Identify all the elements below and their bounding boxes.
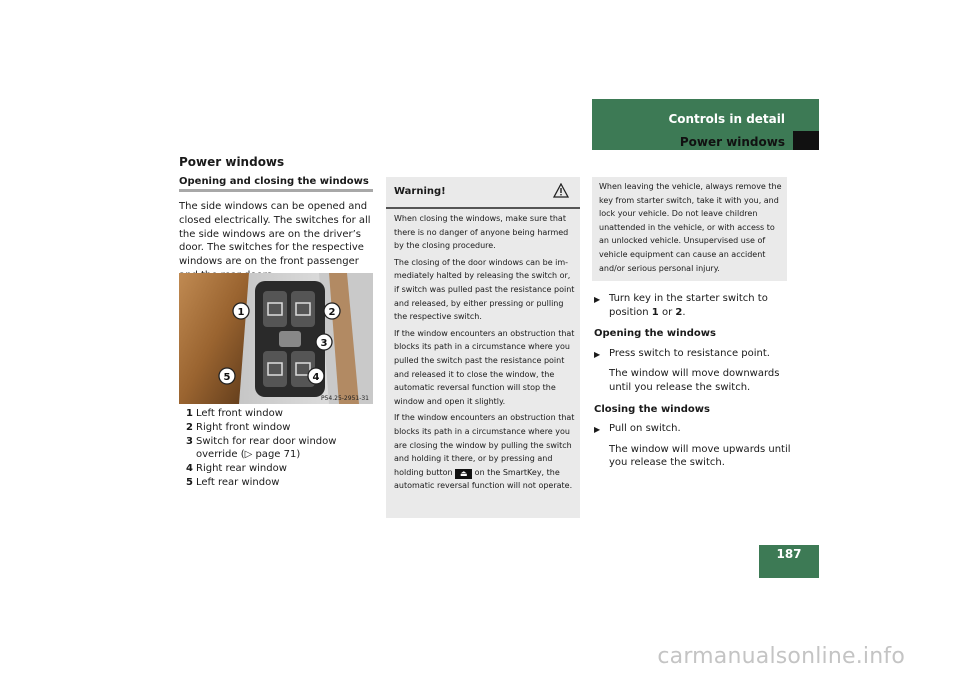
legend-item: 2 Right front window bbox=[186, 421, 291, 433]
legend-item: 1 Left front window bbox=[186, 408, 283, 419]
page-heading: Power windows bbox=[179, 155, 285, 169]
legend-item: 3 Switch for rear door window override (▷ page 71) bbox=[186, 435, 337, 461]
closing-heading: Closing the windows bbox=[594, 403, 710, 415]
instruction-step: ▶ Pull on switch. bbox=[594, 422, 794, 437]
warning-text bbox=[394, 212, 576, 496]
instruction-step: ▶ Press switch to resistance point. bbox=[594, 347, 794, 362]
subheading-rule bbox=[179, 189, 373, 192]
subheading: Opening and closing the windows bbox=[179, 176, 369, 187]
watermark: carmanualsonline.info bbox=[657, 644, 905, 669]
instruction-step: ▶ Turn key in the starter switch to position 1 or 2. bbox=[594, 293, 768, 318]
bullet-arrow-icon: ▶ bbox=[594, 349, 601, 359]
intro-paragraph: The side windows can be opened and closed electrically. The switches for all the side windows are on the driver’s door. The switches for the respective windows are on the front passenger bbox=[179, 201, 371, 268]
header-black-tab bbox=[793, 131, 819, 150]
bullet-arrow-icon: ▶ bbox=[594, 295, 601, 304]
page-number: 187 bbox=[776, 547, 802, 561]
section-title: Controls in detail bbox=[668, 112, 785, 126]
warning-triangle-icon bbox=[553, 183, 569, 202]
photo-code: P54.25-2951-31 bbox=[320, 395, 369, 402]
legend-item: 4 Right rear window bbox=[186, 463, 287, 475]
warning-rule bbox=[386, 207, 580, 209]
callout-4: 4 bbox=[312, 372, 320, 383]
warning-paragraph: The closing of the door windows can be im-mediately halted by releasing the switch or, if switch was pulled past the resistance point and released, by either pressing or pulling the respective switch. bbox=[394, 257, 575, 322]
photo-legend bbox=[186, 407, 381, 490]
smartkey-unlock-icon: ⏏ bbox=[455, 469, 472, 479]
callout-1: 1 bbox=[237, 307, 245, 318]
warning-paragraph: If the window encounters an obstruction that blocks its path in a circumstance where you are closing the window by pulling the switch and holding it there, or by pressing and holding button ⏏ on the SmartKey, the automatic reversal function will not operate. bbox=[394, 413, 575, 491]
opening-heading: Opening the windows bbox=[594, 328, 716, 340]
subsection-title: Power windows bbox=[679, 135, 785, 149]
opening-result: The window will move downwards until you release the switch. bbox=[609, 368, 780, 393]
window-switch-photo bbox=[179, 273, 373, 404]
closing-result: The window will move upwards until you release the switch. bbox=[609, 443, 791, 469]
callout-2: 2 bbox=[328, 307, 336, 318]
warning-paragraph: When closing the windows, make sure that there is no danger of anyone being harmed by the closing procedure. bbox=[394, 214, 569, 251]
warning-title: Warning! bbox=[394, 186, 446, 197]
bullet-arrow-icon: ▶ bbox=[594, 425, 601, 435]
legend-item: 5 Left rear window bbox=[186, 476, 280, 488]
instructions bbox=[594, 292, 794, 470]
note-text: When leaving the vehicle, always remove the key from starter switch, take it with you, and lock your vehicle. Do not leave children unattended in the vehicle, or with access to an unlocked vehicle. Unsupervised use of vehicle equipment can cause an accident and/or serious personal injury. bbox=[599, 182, 782, 273]
callout-5: 5 bbox=[223, 372, 231, 383]
callout-3: 3 bbox=[320, 338, 328, 349]
warning-paragraph: If the window encounters an obstruction that blocks its path in a circumstance where you pulled the switch past the resistance point and released it to close the window, the automatic reversal function will stop the window and open it slightly. bbox=[394, 328, 575, 406]
